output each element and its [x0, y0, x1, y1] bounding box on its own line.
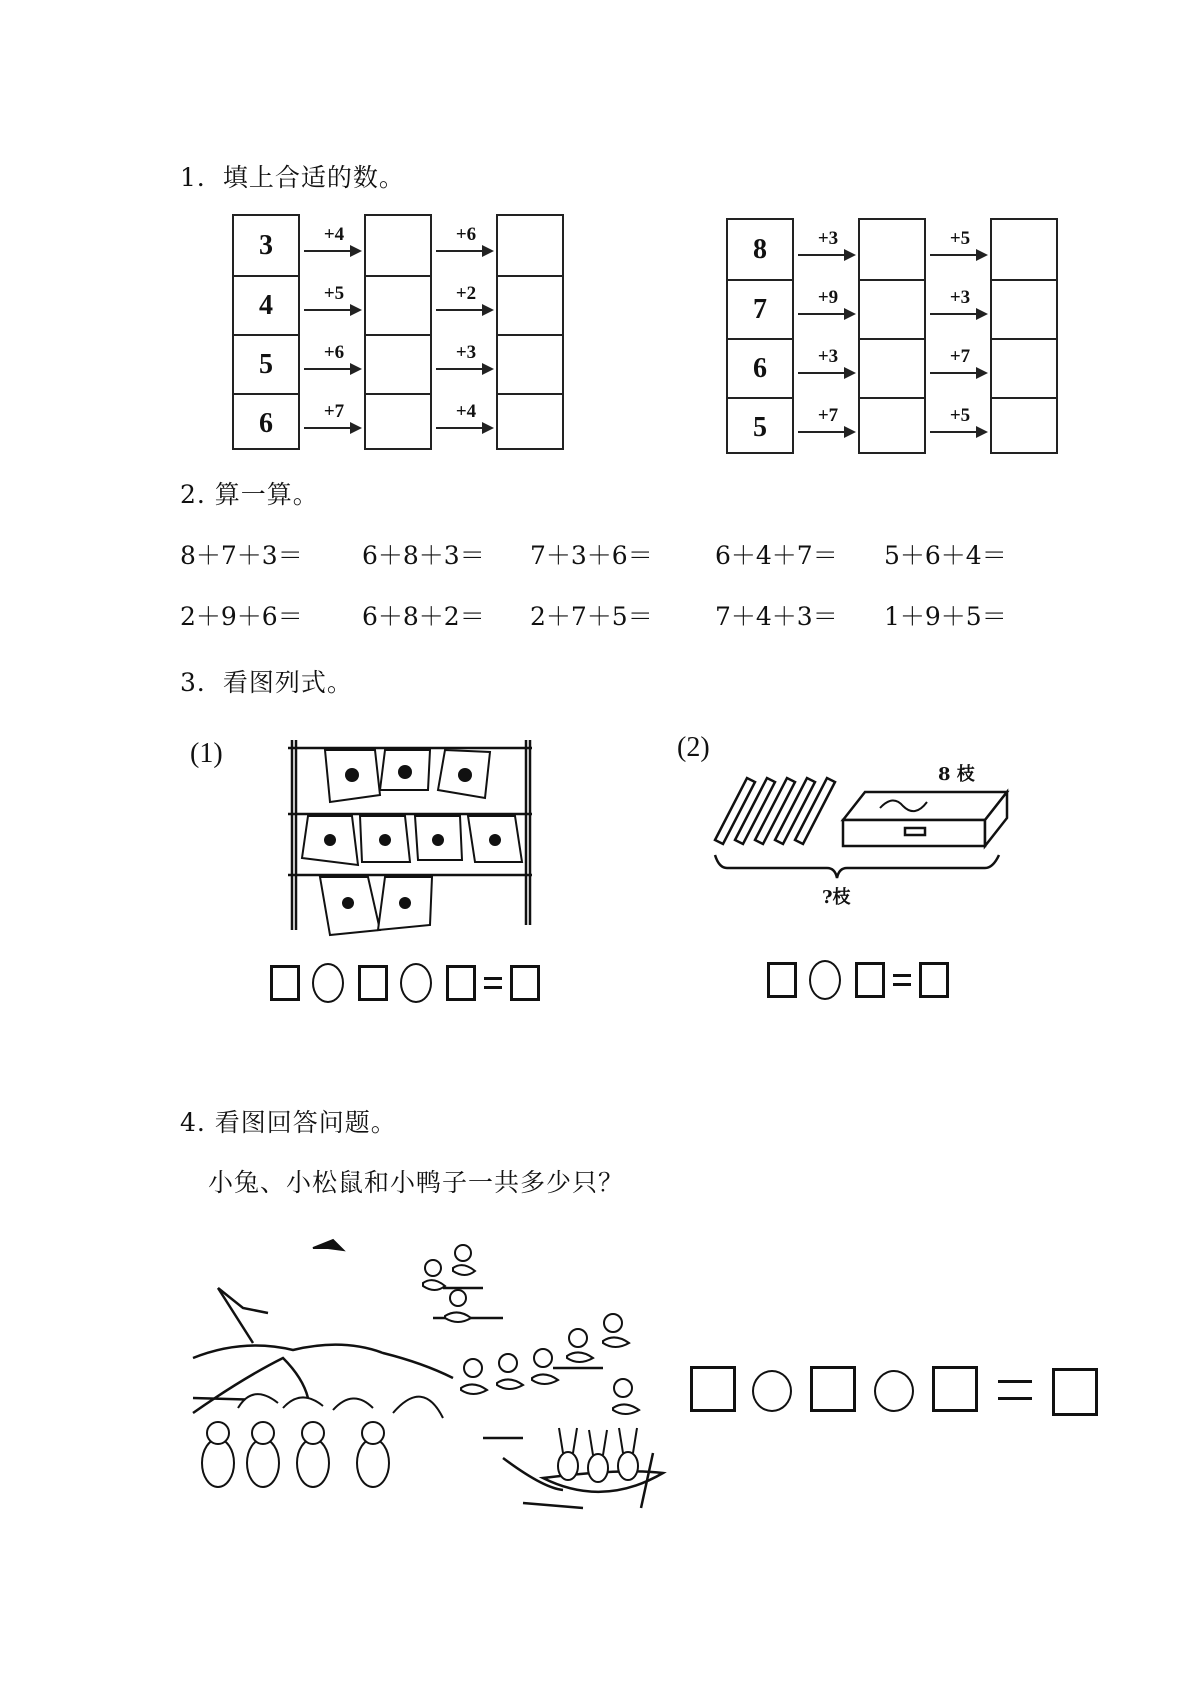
- operator-circle[interactable]: [809, 960, 841, 1000]
- start-value: 8: [753, 233, 767, 265]
- arrow-icon: [930, 372, 986, 374]
- answer-box[interactable]: [510, 965, 540, 1001]
- equation: 8＋7＋3＝: [180, 541, 303, 570]
- operator-circle[interactable]: [752, 1370, 792, 1412]
- equation: 6＋4＋7＝: [715, 541, 838, 570]
- answer-cell[interactable]: [498, 393, 562, 452]
- equals-sign: [484, 977, 502, 989]
- arrow-icon: [304, 250, 360, 252]
- operation-label: +7: [817, 405, 839, 426]
- operation-label: +6: [455, 224, 477, 245]
- arrow-icon: [304, 427, 360, 429]
- answer-box[interactable]: [446, 965, 476, 1001]
- start-value: 5: [234, 334, 298, 393]
- answer-cell[interactable]: [992, 220, 1056, 279]
- arrow-icon: [798, 431, 854, 433]
- answer-column-1: [858, 218, 926, 454]
- start-value: 7: [728, 279, 792, 338]
- operation-label: +6: [323, 342, 345, 363]
- operation-label: +2: [455, 283, 477, 304]
- animals-scene-illustration: [183, 1228, 673, 1513]
- answer-box[interactable]: [810, 1366, 856, 1412]
- answer-cell[interactable]: [860, 338, 924, 397]
- operator-circle[interactable]: [312, 963, 344, 1003]
- arrow-icon: [304, 368, 360, 370]
- operation-label: +7: [323, 401, 345, 422]
- equation: 2＋7＋5＝: [530, 602, 653, 631]
- operation-label: +3: [455, 342, 477, 363]
- arrow-icon: [798, 254, 854, 256]
- operation-label: +3: [817, 346, 839, 367]
- equation: 5＋6＋4＝: [884, 541, 1007, 570]
- answer-cell[interactable]: [366, 334, 430, 393]
- q3-panel-1: [180, 720, 600, 1020]
- answer-box[interactable]: [767, 962, 797, 998]
- answer-template: [767, 960, 987, 1000]
- operation-label: +5: [323, 283, 345, 304]
- answer-cell[interactable]: [498, 334, 562, 393]
- answer-cell[interactable]: [992, 397, 1056, 456]
- answer-cell[interactable]: [366, 393, 430, 452]
- start-column: [726, 218, 794, 454]
- answer-column-2: [496, 214, 564, 450]
- operation-label: +4: [455, 401, 477, 422]
- q4-answer-template: [690, 1366, 1110, 1416]
- answer-column-2: [990, 218, 1058, 454]
- equation: 1＋9＋5＝: [884, 602, 1007, 631]
- arrow-icon: [798, 372, 854, 374]
- answer-box[interactable]: [1052, 1368, 1098, 1416]
- operation-label: +4: [323, 224, 345, 245]
- q1-left-chain: [232, 214, 572, 450]
- panel-label: (1): [190, 738, 223, 769]
- total-count-label: ?枝: [822, 887, 851, 908]
- answer-box[interactable]: [358, 965, 388, 1001]
- equals-sign: [998, 1380, 1032, 1400]
- q1-right-chain: [726, 218, 1066, 454]
- answer-box[interactable]: [932, 1366, 978, 1412]
- answer-cell[interactable]: [498, 275, 562, 334]
- clothesline-pictures-illustration: [180, 720, 600, 950]
- start-value: 4: [234, 275, 298, 334]
- answer-box[interactable]: [270, 965, 300, 1001]
- start-column: [232, 214, 300, 450]
- box-count-label: 8 枝: [938, 764, 975, 785]
- operator-circle[interactable]: [874, 1370, 914, 1412]
- answer-cell[interactable]: [992, 338, 1056, 397]
- arrow-icon: [304, 309, 360, 311]
- arrow-icon: [798, 313, 854, 315]
- q3-heading: 3．看图列式。: [180, 668, 353, 697]
- arrow-icon: [436, 427, 492, 429]
- start-value: 5: [728, 397, 792, 456]
- arrow-icon: [930, 254, 986, 256]
- operation-label: +5: [949, 228, 971, 249]
- operation-label: +3: [817, 228, 839, 249]
- q2-heading: 2. 算一算。: [180, 480, 319, 509]
- answer-cell[interactable]: [366, 275, 430, 334]
- answer-cell[interactable]: [860, 397, 924, 456]
- operation-label: +3: [949, 287, 971, 308]
- answer-cell[interactable]: [860, 279, 924, 338]
- pencils-and-box-illustration: [665, 720, 1025, 900]
- operation-label: +9: [817, 287, 839, 308]
- answer-box[interactable]: [855, 962, 885, 998]
- answer-column-1: [364, 214, 432, 450]
- answer-cell[interactable]: [860, 220, 924, 279]
- panel-label: (2): [677, 732, 710, 763]
- arrow-icon: [436, 368, 492, 370]
- q4-question: 小兔、小松鼠和小鸭子一共多少只？: [208, 1168, 625, 1197]
- answer-template: [270, 963, 570, 1003]
- arrow-icon: [436, 309, 492, 311]
- answer-cell[interactable]: [992, 279, 1056, 338]
- q1-heading: 1．填上合适的数。: [180, 163, 405, 192]
- equation: 6＋8＋3＝: [362, 541, 485, 570]
- operation-label: +5: [949, 405, 971, 426]
- answer-cell[interactable]: [498, 216, 562, 275]
- arrow-icon: [930, 313, 986, 315]
- start-value: 6: [234, 393, 298, 452]
- start-value: 3: [259, 229, 273, 261]
- equals-sign: [893, 974, 911, 986]
- answer-cell[interactable]: [366, 216, 430, 275]
- arrow-icon: [436, 250, 492, 252]
- answer-box[interactable]: [690, 1366, 736, 1412]
- equation: 7＋3＋6＝: [530, 541, 653, 570]
- operator-circle[interactable]: [400, 963, 432, 1003]
- q4-heading: 4. 看图回答问题。: [180, 1108, 397, 1137]
- answer-box[interactable]: [919, 962, 949, 998]
- equation: 2＋9＋6＝: [180, 602, 303, 631]
- operation-label: +7: [949, 346, 971, 367]
- arrow-icon: [930, 431, 986, 433]
- q3-panel-2: [665, 720, 1025, 1020]
- equation: 6＋8＋2＝: [362, 602, 485, 631]
- start-value: 6: [728, 338, 792, 397]
- equation: 7＋4＋3＝: [715, 602, 838, 631]
